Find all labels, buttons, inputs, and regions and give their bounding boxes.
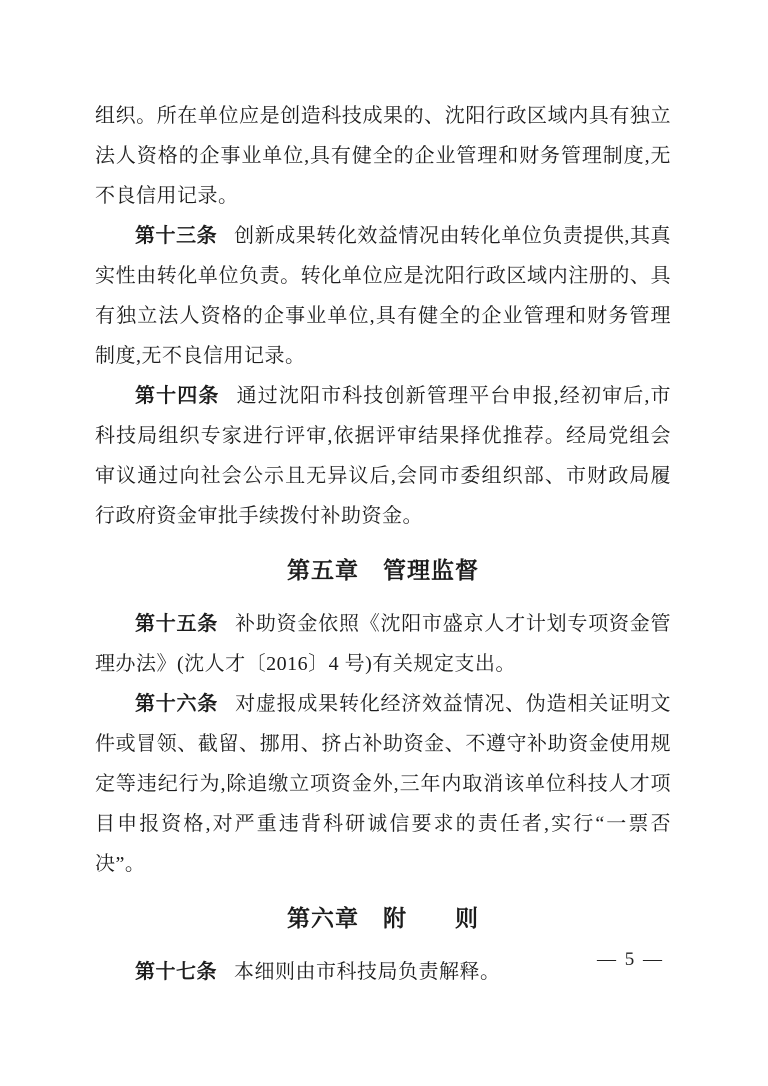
article-label: 第十六条: [135, 693, 219, 715]
article-paragraph-15: [95, 604, 671, 684]
article-paragraph-13: [95, 216, 671, 376]
article-text: 补助资金依照《沈阳市盛京人才计划专项资金管理办法》(沈人才〔2016〕4 号)有关规定支出。: [95, 613, 672, 675]
article-paragraph-14: [95, 376, 671, 536]
article-text: 对虚报成果转化经济效益情况、伪造相关证明文件或冒领、截留、挪用、挤占补助资金、不遵守补助资金使用规定等违纪行为,除追缴立项资金外,三年内取消该单位科技人才项目申报资格,对严重违背科研诚信要求的责任者,实行“一票否决”。: [95, 693, 672, 875]
article-label: 第十四条: [135, 385, 220, 407]
article-label: 第十七条: [135, 961, 217, 983]
article-label: 第十五条: [135, 613, 219, 635]
chapter-heading-6: 第六章 附 则: [287, 905, 479, 931]
article-text: 通过沈阳市科技创新管理平台申报,经初审后,市科技局组织专家进行评审,依据评审结果择优推荐。经局党组会审议通过向社会公示且无异议后,会同市委组织部、市财政局履行政府资金审批手续拨付补助资金。: [95, 385, 672, 527]
document-content: [95, 96, 671, 992]
article-text: 本细则由市科技局负责解释。: [234, 961, 501, 983]
article-label: 第十三条: [135, 225, 218, 247]
article-paragraph-16: [95, 684, 671, 884]
page-number: — 5 —: [597, 949, 664, 970]
article-paragraph-17: [95, 952, 671, 992]
paragraph-continuation: 组织。所在单位应是创造科技成果的、沈阳行政区域内具有独立法人资格的企事业单位,具有健全的企业管理和财务管理制度,无不良信用记录。: [95, 105, 671, 207]
chapter-heading-5: 第五章 管理监督: [287, 557, 479, 583]
article-text: 创新成果转化效益情况由转化单位负责提供,其真实性由转化单位负责。转化单位应是沈阳行政区域内注册的、具有独立法人资格的企事业单位,具有健全的企业管理和财务管理制度,无不良信用记录。: [95, 225, 672, 367]
